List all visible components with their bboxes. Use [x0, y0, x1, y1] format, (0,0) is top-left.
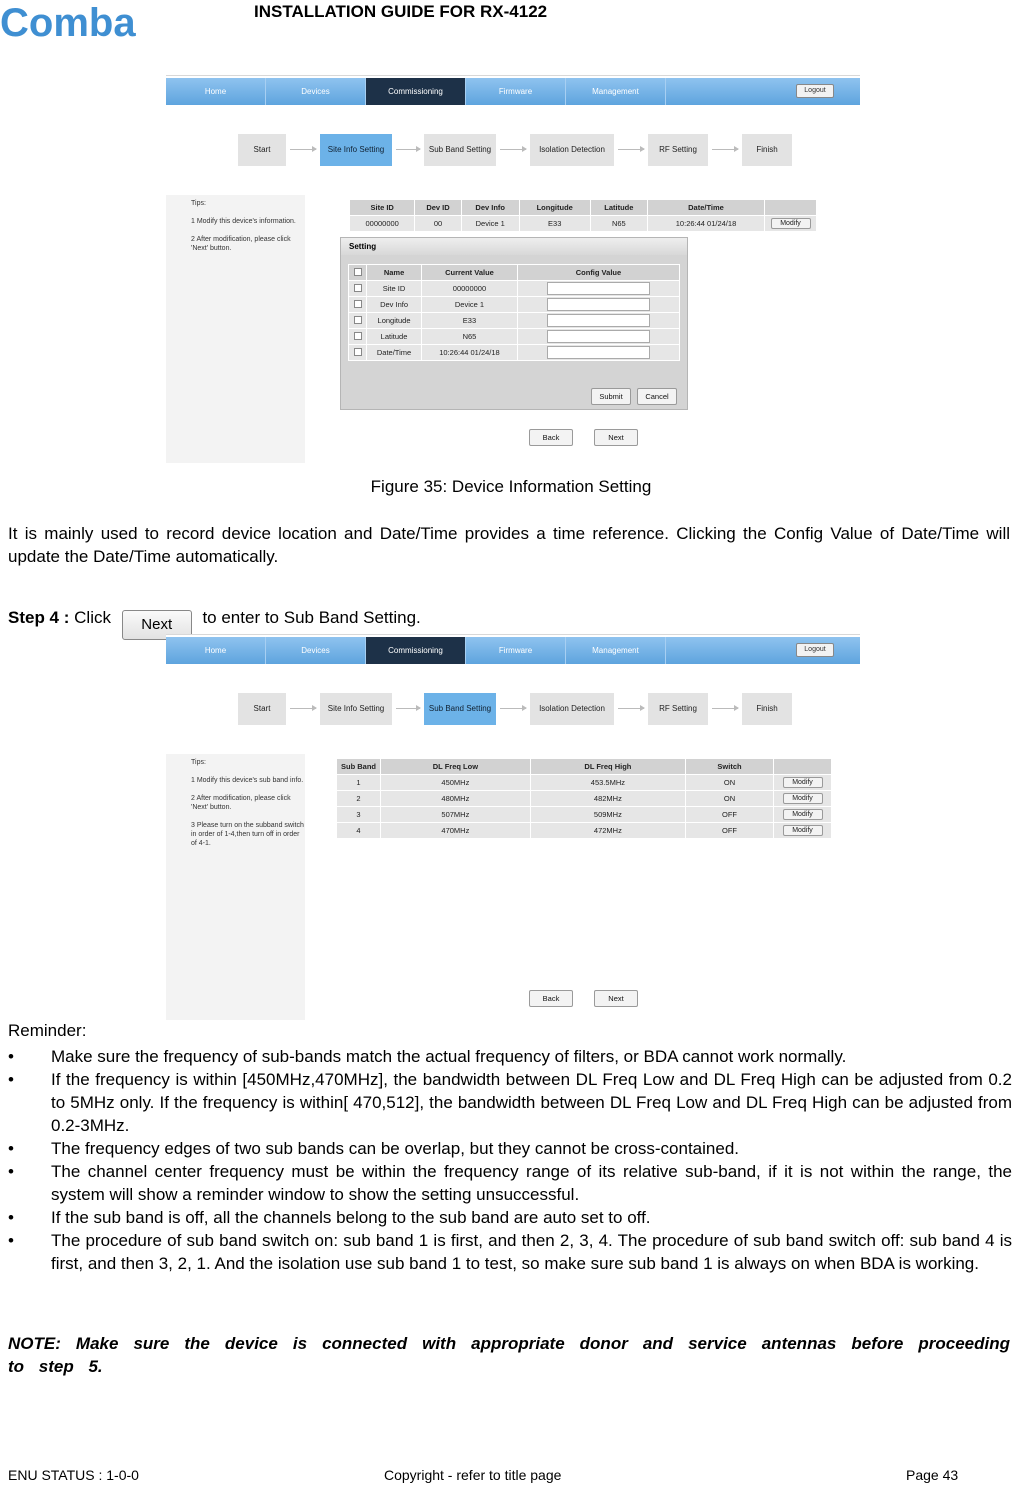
modify-button[interactable]: Modify — [783, 809, 823, 820]
comba-logo — [0, 2, 185, 44]
setting-table — [348, 264, 680, 361]
next-button-image: Next — [122, 610, 192, 640]
tip-1: 1 Modify this device's sub band info. — [191, 777, 304, 784]
modify-button[interactable]: Modify — [771, 218, 811, 229]
site-info-table — [349, 199, 817, 232]
description-paragraph: It is mainly used to record device location and Date/Time provides a time reference. Clicking the Config Value of Date/Time will update the Date/Time automatically. — [8, 524, 1010, 566]
col-dl-freq-low: DL Freq Low — [381, 759, 531, 775]
submit-button[interactable]: Submit — [591, 388, 631, 405]
tab-management[interactable]: Management — [566, 637, 666, 664]
cell-dev-id: 00 — [415, 216, 461, 232]
table-row: Longitude E33 — [349, 313, 680, 329]
tab-home[interactable]: Home — [166, 637, 266, 664]
row-checkbox[interactable] — [354, 348, 362, 356]
footer-status: ENU STATUS : 1-0-0 — [8, 1467, 139, 1483]
config-input[interactable] — [547, 314, 650, 327]
cell-site-id: 00000000 — [350, 216, 415, 232]
next-button[interactable]: Next — [594, 990, 638, 1007]
step-sub-band-setting[interactable]: Sub Band Setting — [424, 134, 496, 166]
cell-dev-info: Device 1 — [461, 216, 519, 232]
tab-firmware[interactable]: Firmware — [466, 637, 566, 664]
step-finish[interactable]: Finish — [742, 693, 792, 725]
nav-bar — [166, 637, 860, 664]
col-action — [765, 200, 817, 216]
step-isolation-detection[interactable]: Isolation Detection — [530, 693, 614, 725]
screenshot-sub-band — [166, 634, 860, 1020]
tab-devices[interactable]: Devices — [266, 78, 366, 105]
modify-button[interactable]: Modify — [783, 825, 823, 836]
col-action — [774, 759, 832, 775]
step-isolation-detection[interactable]: Isolation Detection — [530, 134, 614, 166]
col-datetime: Date/Time — [648, 200, 765, 216]
tips-panel — [166, 195, 305, 463]
modify-button[interactable]: Modify — [783, 777, 823, 788]
tips-title: Tips: — [191, 200, 206, 207]
config-input[interactable] — [547, 298, 650, 311]
tip-2: 2 After modification, please click 'Next' button. — [191, 795, 291, 811]
tab-commissioning[interactable]: Commissioning — [366, 637, 466, 664]
col-dl-freq-high: DL Freq High — [530, 759, 685, 775]
setting-title: Setting — [341, 238, 687, 255]
col-longitude: Longitude — [519, 200, 590, 216]
svg-text:Comba: Comba — [0, 2, 136, 44]
list-item: • The channel center frequency must be within the frequency range of its relative sub-band, if it is not within the range, the system will show a reminder window to show the setting unsuccessful. — [8, 1160, 1012, 1206]
row-checkbox[interactable] — [354, 284, 362, 292]
logout-button[interactable]: Logout — [796, 84, 834, 98]
tab-firmware[interactable]: Firmware — [466, 78, 566, 105]
tip-1: 1 Modify this device's information. — [191, 218, 296, 225]
tip-2: 2 After modification, please click 'Next' button. — [191, 236, 291, 252]
table-row: Date/Time 10:26:44 01/24/18 — [349, 345, 680, 361]
config-input[interactable] — [547, 282, 650, 295]
table-row: 2 480MHz 482MHz ON Modify — [337, 791, 832, 807]
step-rf-setting[interactable]: RF Setting — [648, 134, 708, 166]
step-start[interactable]: Start — [238, 134, 286, 166]
list-item: • Make sure the frequency of sub-bands match the actual frequency of filters, or BDA cannot work normally. — [8, 1045, 1012, 1068]
back-button[interactable]: Back — [529, 429, 573, 446]
cell-latitude: N65 — [590, 216, 647, 232]
wizard-steps — [166, 105, 860, 195]
list-item: • If the frequency is within [450MHz,470MHz], the bandwidth between DL Freq Low and DL Freq High can be adjusted from 0.2 to 5MHz only. If the frequency is within[ 470,512], the bandwidth between DL Freq Low and DL Freq High can be adjusted from 0.2-3MHz. — [8, 1068, 1012, 1137]
select-all-checkbox[interactable] — [354, 268, 362, 276]
table-row: Dev Info Device 1 — [349, 297, 680, 313]
step-4-line: Step 4 : Click Next to enter to Sub Band Setting. — [8, 608, 421, 640]
modify-button[interactable]: Modify — [783, 793, 823, 804]
setting-panel — [340, 237, 688, 410]
document-title: INSTALLATION GUIDE FOR RX-4122 — [254, 2, 548, 21]
tab-devices[interactable]: Devices — [266, 637, 366, 664]
config-input[interactable] — [547, 330, 650, 343]
step-finish[interactable]: Finish — [742, 134, 792, 166]
col-dev-id: Dev ID — [415, 200, 461, 216]
tab-home[interactable]: Home — [166, 78, 266, 105]
col-name: Name — [367, 265, 422, 281]
cell-longitude: E33 — [519, 216, 590, 232]
col-site-id: Site ID — [350, 200, 415, 216]
row-checkbox[interactable] — [354, 316, 362, 324]
back-button[interactable]: Back — [529, 990, 573, 1007]
tips-title: Tips: — [191, 759, 206, 766]
row-checkbox[interactable] — [354, 300, 362, 308]
main-pane — [305, 754, 860, 1020]
note: NOTE: Make sure the device is connected with appropriate donor and service antennas before proceeding to step 5. — [8, 1334, 1010, 1376]
config-input[interactable] — [547, 346, 650, 359]
tab-commissioning[interactable]: Commissioning — [366, 78, 466, 105]
col-switch: Switch — [686, 759, 774, 775]
col-config-value: Config Value — [517, 265, 679, 281]
table-row: Site ID 00000000 — [349, 281, 680, 297]
col-dev-info: Dev Info — [461, 200, 519, 216]
list-item: • The procedure of sub band switch on: sub band 1 is first, and then 2, 3, 4. The procedure of sub band switch off: sub band 4 is first, and then 3, 2, 1. And the isolation use sub band 1 to test, so make sure sub band 1 is always on when BDA is working. — [8, 1229, 1012, 1275]
col-latitude: Latitude — [590, 200, 647, 216]
step-start[interactable]: Start — [238, 693, 286, 725]
row-checkbox[interactable] — [354, 332, 362, 340]
logout-button[interactable]: Logout — [796, 643, 834, 657]
table-row: 4 470MHz 472MHz OFF Modify — [337, 823, 832, 839]
col-sub-band: Sub Band — [337, 759, 381, 775]
cancel-button[interactable]: Cancel — [637, 388, 677, 405]
main-pane — [305, 195, 860, 463]
screenshot-site-info — [166, 75, 860, 462]
step-site-info-setting[interactable]: Site Info Setting — [320, 693, 392, 725]
step-site-info-setting[interactable]: Site Info Setting — [320, 134, 392, 166]
next-button[interactable]: Next — [594, 429, 638, 446]
footer-page: Page 43 — [906, 1467, 959, 1483]
reminder-title: Reminder: — [8, 1021, 87, 1040]
tips-panel — [166, 754, 305, 1020]
col-current-value: Current Value — [422, 265, 518, 281]
cell-datetime: 10:26:44 01/24/18 — [648, 216, 765, 232]
list-item: • The frequency edges of two sub bands can be overlap, but they cannot be cross-contained. — [8, 1137, 1012, 1160]
footer-copyright: Copyright - refer to title page — [384, 1467, 562, 1483]
sub-band-table — [336, 758, 832, 839]
step-sub-band-setting[interactable]: Sub Band Setting — [424, 693, 496, 725]
step-rf-setting[interactable]: RF Setting — [648, 693, 708, 725]
nav-bar — [166, 78, 860, 105]
figure-caption: Figure 35: Device Information Setting — [370, 477, 652, 496]
table-row: Latitude N65 — [349, 329, 680, 345]
tip-3: 3 Please turn on the subband switch in order of 1-4,then turn off in order of 4-1. — [191, 822, 304, 847]
table-row: 3 507MHz 509MHz OFF Modify — [337, 807, 832, 823]
list-item: • If the sub band is off, all the channels belong to the sub band are auto set to off. — [8, 1206, 1012, 1229]
table-row: 1 450MHz 453.5MHz ON Modify — [337, 775, 832, 791]
tab-management[interactable]: Management — [566, 78, 666, 105]
wizard-steps — [166, 664, 860, 754]
reminder-list — [8, 1045, 1012, 1275]
